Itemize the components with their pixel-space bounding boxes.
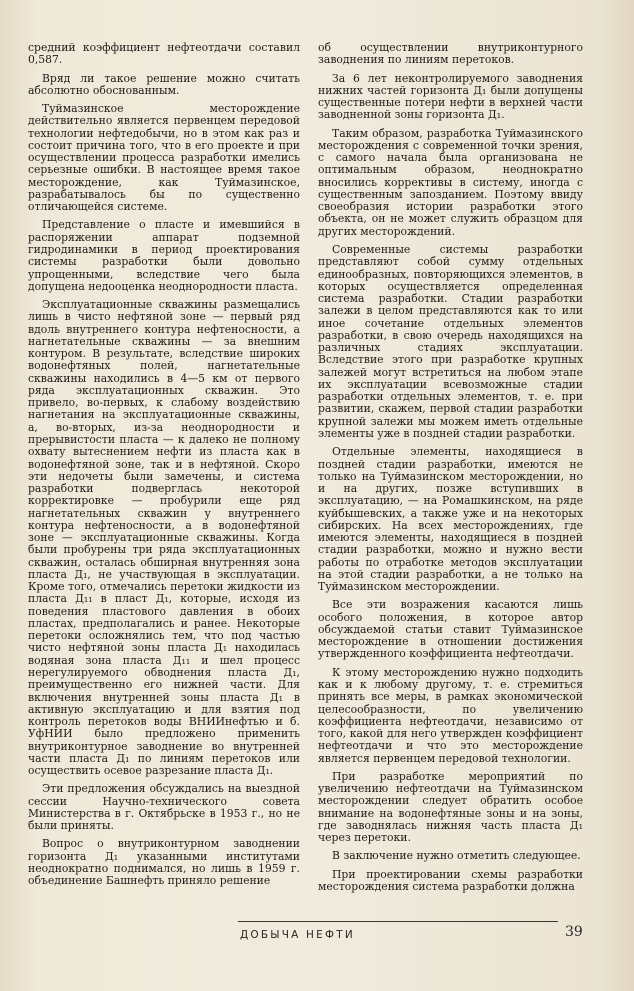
paragraph: За 6 лет неконтролируемого заводнения нижних частей горизонта Д₁ были допущены существенные потери нефти в верхней части заводненной зоны горизонта Д₁. (318, 71, 583, 122)
paragraph: К этому месторождению нужно подходить как и к любому другому, т. е. стремиться принять все меры, в рамках экономической целесообразности, по увеличению коэффициента нефтеотдачи, независимо от того, какой для него утвержден коэффициент нефтеотдачи и что это месторождение является первенцем передовой технологии. (318, 665, 583, 765)
paragraph: В заключение нужно отметить следующее. (332, 849, 581, 863)
paragraph: Представление о пласте и имевшийся в распоряжении аппарат подземной гидродинамики в период проектирования системы разработки были довольно упрощенными, вследствие чего была допущена недооценка неоднородности пласта. (28, 218, 300, 293)
paragraph: об осуществлении внутриконтурного заводнения по линиям перетоков. (318, 41, 583, 67)
page-number: 39 (565, 924, 583, 940)
journal-title: ДОБЫЧА НЕФТИ (240, 929, 355, 941)
paragraph: Отдельные элементы, находящиеся в поздней стадии разработки, имеются не только на Туймазинском месторождении, но и на других, позже вступивших в эксплуатацию, — на Ромашкинском, на ряде куйбышевских, а также уже и на некоторых сибирских. На всех месторождениях, где имеются элементы, находящиеся в поздней стадии разработки, можно и нужно вести работы по отработке методов эксплуатации на этой стадии разработки, а не только на Туймазинском месторождении. (318, 445, 583, 594)
paragraph: Вряд ли такое решение можно считать абсолютно обоснованным. (28, 71, 300, 97)
paragraph: Современные системы разработки представляют собой сумму отдельных единообразных, повторяющихся элементов, в которых осуществляется определенная система разработки. Стадии разработки залежи в целом представляются как то или иное сочетание отдельных элементов разработки, в свою очередь находящихся на различных стадиях эксплуатации. Вследствие этого при разработке крупных залежей могут встретиться на любом этапе их эксплуатации всевозможные стадии разработки отдельных элементов, т. е. при развитии, скажем, первой стадии разработки крупной залежи мы можем иметь отдельные элементы уже в поздней стадии разработки. (318, 242, 583, 440)
paragraph: При разработке мероприятий по увеличению нефтеотдачи на Туймазинском месторождении следует обратить особое внимание на водонефтяные зоны и на зоны, где заводнялась нижняя часть пласта Д₁ через перетоки. (318, 769, 583, 845)
paragraph: Туймазинское месторождение действительно является первенцем передовой технологии нефтедобычи, но в этом как раз и состоит причина того, что в его проекте и при осуществлении процесса разработки имелись серьезные ошибки. В настоящее время такое месторождение, как Туймазинское, разрабатывалось бы по существенно отличающейся системе. (28, 102, 300, 214)
paragraph: Все эти возражения касаются лишь особого положения, в которое автор обсуждаемой статьи ставит Туймазинское месторождение в отношении достижения утвержденного коэффициента нефтеотдачи. (318, 598, 583, 661)
right-text-column (318, 42, 583, 899)
left-text-column (28, 42, 300, 894)
footer-rule (238, 921, 558, 922)
paragraph: средний коэффициент нефтеотдачи составил 0,587. (28, 41, 300, 67)
paragraph: Эти предложения обсуждались на выездной сессии Научно-технического совета Министерства в г. Октябрьске в 1953 г., но не были приняты. (28, 782, 300, 833)
paragraph: При проектировании схемы разработки месторождения система разработки должна (318, 867, 583, 893)
paragraph: Вопрос о внутриконтурном заводнении горизонта Д₁ указанными институтами неоднократно поднимался, но лишь в 1959 г. объединение Башнефть приняло решение (28, 837, 300, 888)
paragraph: Эксплуатационные скважины размещались лишь в чисто нефтяной зоне — первый ряд вдоль внутреннего контура нефтеносности, а нагнетательные скважины — за внешним контуром. В результате, вследствие широких водонефтяных полей, нагнетательные скважины находились в 4—5 км от первого ряда эксплуатационных скважин. Это привело, во-первых, к слабому воздействию нагнетания на эксплуатационные скважины, а, во-вторых, из-за неоднородности и прерывистости пласта — к далеко не полному охвату вытеснением нефти из пласта как в водонефтяной зоне, так и в нефтяной. Скоро эти недочеты были замечены, и система разработки подверглась некоторой корректировке — пробурили еще ряд нагнетательных скважин у внутреннего контура нефтеносности, а в водонефтяной зоне — эксплуатационные скважины. Когда были пробурены три ряда эксплуатационных скважин, осталась обширная внутренняя зона пласта Д₁, не участвующая в эксплуатации. Кроме того, отмечались перетоки жидкости из пласта Д₁₁ в пласт Д₁, которые, исходя из поведения пластового давления в обоих пластах, предполагались и ранее. Некоторые перетоки осложнялись тем, что под частью чисто нефтяной зоны пласта Д₁ находилась водяная зона пласта Д₁₁ и шел процесс нерегулируемого обводнения пласта Д₁, преимущественно его нижней части. Для включения внутренней зоны пласта Д₁ в активную эксплуатацию и для взятия под контроль перетоков воды ВНИИнефтью и б. УфНИИ было предложено применить внутриконтурное заводнение во внутренней части пласта Д₁ по линиям перетоков или осуществить осевое разрезание пласта Д₁. (28, 298, 300, 778)
paragraph: Таким образом, разработка Туймазинского месторождения с современной точки зрения, с самого начала была организована не оптимальным образом, неоднократно вносились коррективы в систему, иногда с существенным запозданием. Поэтому ввиду своеобразия истории разработки этого объекта, он не может служить образцом для других месторождений. (318, 126, 583, 238)
